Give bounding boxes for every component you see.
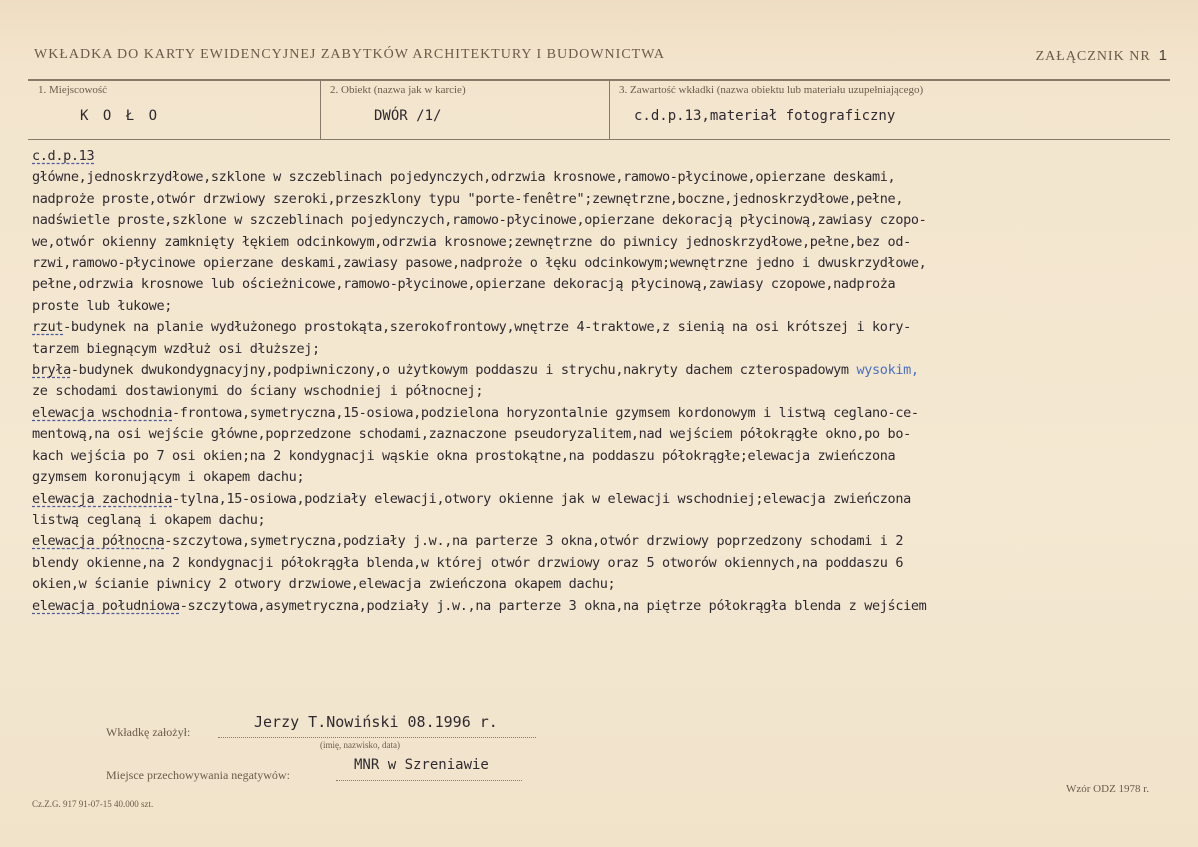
body-line: rzwi,ramowo-płycinowe opierzane deskami,zawiasy pasowe,nadproże o łęku odcinkowym;wewnętrzne jedno i dwuskrzydłowe, — [32, 255, 927, 272]
attachment-number: 1 — [1158, 47, 1168, 64]
body-line: gzymsem koronującym i okapem dachu; — [32, 469, 305, 486]
body-line: -tylna,15-osiowa,podziały elewacji,otwory okienne jak w elewacji wschodniej;elewacja zwieńczona — [172, 490, 911, 507]
attachment-number-label — [1036, 47, 1168, 65]
column-divider-1 — [320, 80, 321, 139]
body-line: c.d.p.13 — [32, 148, 95, 164]
author-label: Wkładkę założył: — [106, 725, 191, 739]
section-heading-west: elewacja zachodnia — [32, 490, 172, 507]
section-heading-south: elewacja południowa — [32, 597, 180, 614]
template-label: Wzór ODZ 1978 r. — [1066, 783, 1150, 795]
body-line: blendy okienne,na 2 kondygnacji półokrągła blenda,w której otwór drzwiowy oraz 5 otworów okiennych,na poddaszu 6 — [32, 554, 904, 571]
description-text — [32, 146, 1198, 617]
body-line: nadświetle proste,szklone w szczeblinach pojedynczych,ramowo-płycinowe,opierzane dekoracją płycinową,zawiasy czopo- — [32, 212, 927, 229]
body-line: tarzem biegnącym wzdłuż osi dłuższej; — [32, 340, 320, 357]
storage-dotline — [336, 780, 522, 781]
content-label: 3. Zawartość wkładki (nazwa obiektu lub materiału uzupełniającego) — [619, 84, 924, 96]
section-heading-rzut: rzut — [32, 319, 64, 336]
author-hint: (imię, nazwisko, data) — [320, 740, 400, 750]
body-line: -budynek dwukondygnacyjny,podpiwniczony,o użytkowym poddaszu i strychu,nakryty dachem czterospadowym — [70, 362, 857, 379]
form-header — [34, 47, 1168, 63]
body-line: okien,w ścianie piwnicy 2 otwory drzwiowe,elewacja zwieńczona okapem dachu; — [32, 576, 616, 593]
author-dotline — [218, 737, 536, 738]
header-rule-top — [28, 79, 1170, 81]
form-title: WKŁADKA DO KARTY EWIDENCYJNEJ ZABYTKÓW ARCHITEKTURY I BUDOWNICTWA — [34, 47, 665, 62]
content-value: c.d.p.13,materiał fotograficzny — [634, 108, 896, 124]
body-line: -frontowa,symetryczna,15-osiowa,podzielona horyzontalnie gzymsem kordonowym i listwą ceglano-ce- — [172, 404, 919, 421]
body-line: ze schodami dostawionymi do ściany wschodniej i północnej; — [32, 383, 484, 400]
place-value: K O Ł O — [80, 108, 161, 124]
body-line: we,otwór okienny zamknięty łękiem odcinkowym,odrzwia krosnowe;zewnętrzne do piwnicy jednoskrzydłowe,pełne,bez od- — [32, 233, 911, 250]
author-value: Jerzy T.Nowiński 08.1996 r. — [254, 713, 498, 731]
storage-value: MNR w Szreniawie — [354, 757, 489, 773]
attachment-label: ZAŁĄCZNIK NR — [1035, 49, 1151, 64]
object-value: DWÓR /1/ — [374, 108, 442, 124]
place-label: 1. Miejscowość — [38, 84, 108, 96]
section-heading-east: elewacja wschodnia — [32, 404, 172, 421]
body-line: -budynek na planie wydłużonego prostokąta,szerokofrontowy,wnętrze 4-traktowe,z sienią na osi krótszej i kory- — [63, 319, 911, 336]
body-line: -szczytowa,symetryczna,podziały j.w.,na parterze 3 okna,otwór drzwiowy poprzedzony schodami i 2 — [164, 533, 904, 550]
body-line: kach wejścia po 7 osi okien;na 2 kondygnacji wąskie okna prostokątne,na poddaszu półokrągłe;elewacja zwieńczona — [32, 447, 896, 464]
header-rule-bottom — [28, 139, 1170, 140]
pencil-correction: wysokim, — [856, 362, 919, 379]
storage-label: Miejsce przechowywania negatywów: — [106, 768, 290, 782]
body-line: pełne,odrzwia krosnowe lub ościeżnicowe,ramowo-płycinowe,opierzane dekoracją płycinową,zawiasy czopowe,nadproża — [32, 276, 896, 293]
column-divider-2 — [609, 80, 610, 139]
object-label: 2. Obiekt (nazwa jak w karcie) — [330, 84, 466, 96]
body-line: proste lub łukowe; — [32, 297, 172, 314]
body-line: listwą ceglaną i okapem dachu; — [32, 511, 266, 528]
body-line: -szczytowa,asymetryczna,podziały j.w.,na parterze 3 okna,na piętrze półokrągła blenda z wejściem — [179, 597, 927, 614]
print-info: Cz.Z.G. 917 91-07-15 40.000 szt. — [32, 799, 154, 809]
body-line: mentową,na osi wejście główne,poprzedzone schodami,zaznaczone pseudoryzalitem,nad wejściem półokrągłe okno,po bo- — [32, 426, 911, 443]
body-line: główne,jednoskrzydłowe,szklone w szczeblinach pojedynczych,odrzwia krosnowe,ramowo-płycinowe,opierzane deskami, — [32, 169, 896, 186]
section-heading-bryla: bryła — [32, 362, 71, 379]
body-line: nadproże proste,otwór drzwiowy szeroki,przeszklony typu "porte-fenêtre";zewnętrzne,boczne,jednoskrzydłowe,pełne, — [32, 190, 904, 207]
section-heading-north: elewacja północna — [32, 533, 165, 550]
